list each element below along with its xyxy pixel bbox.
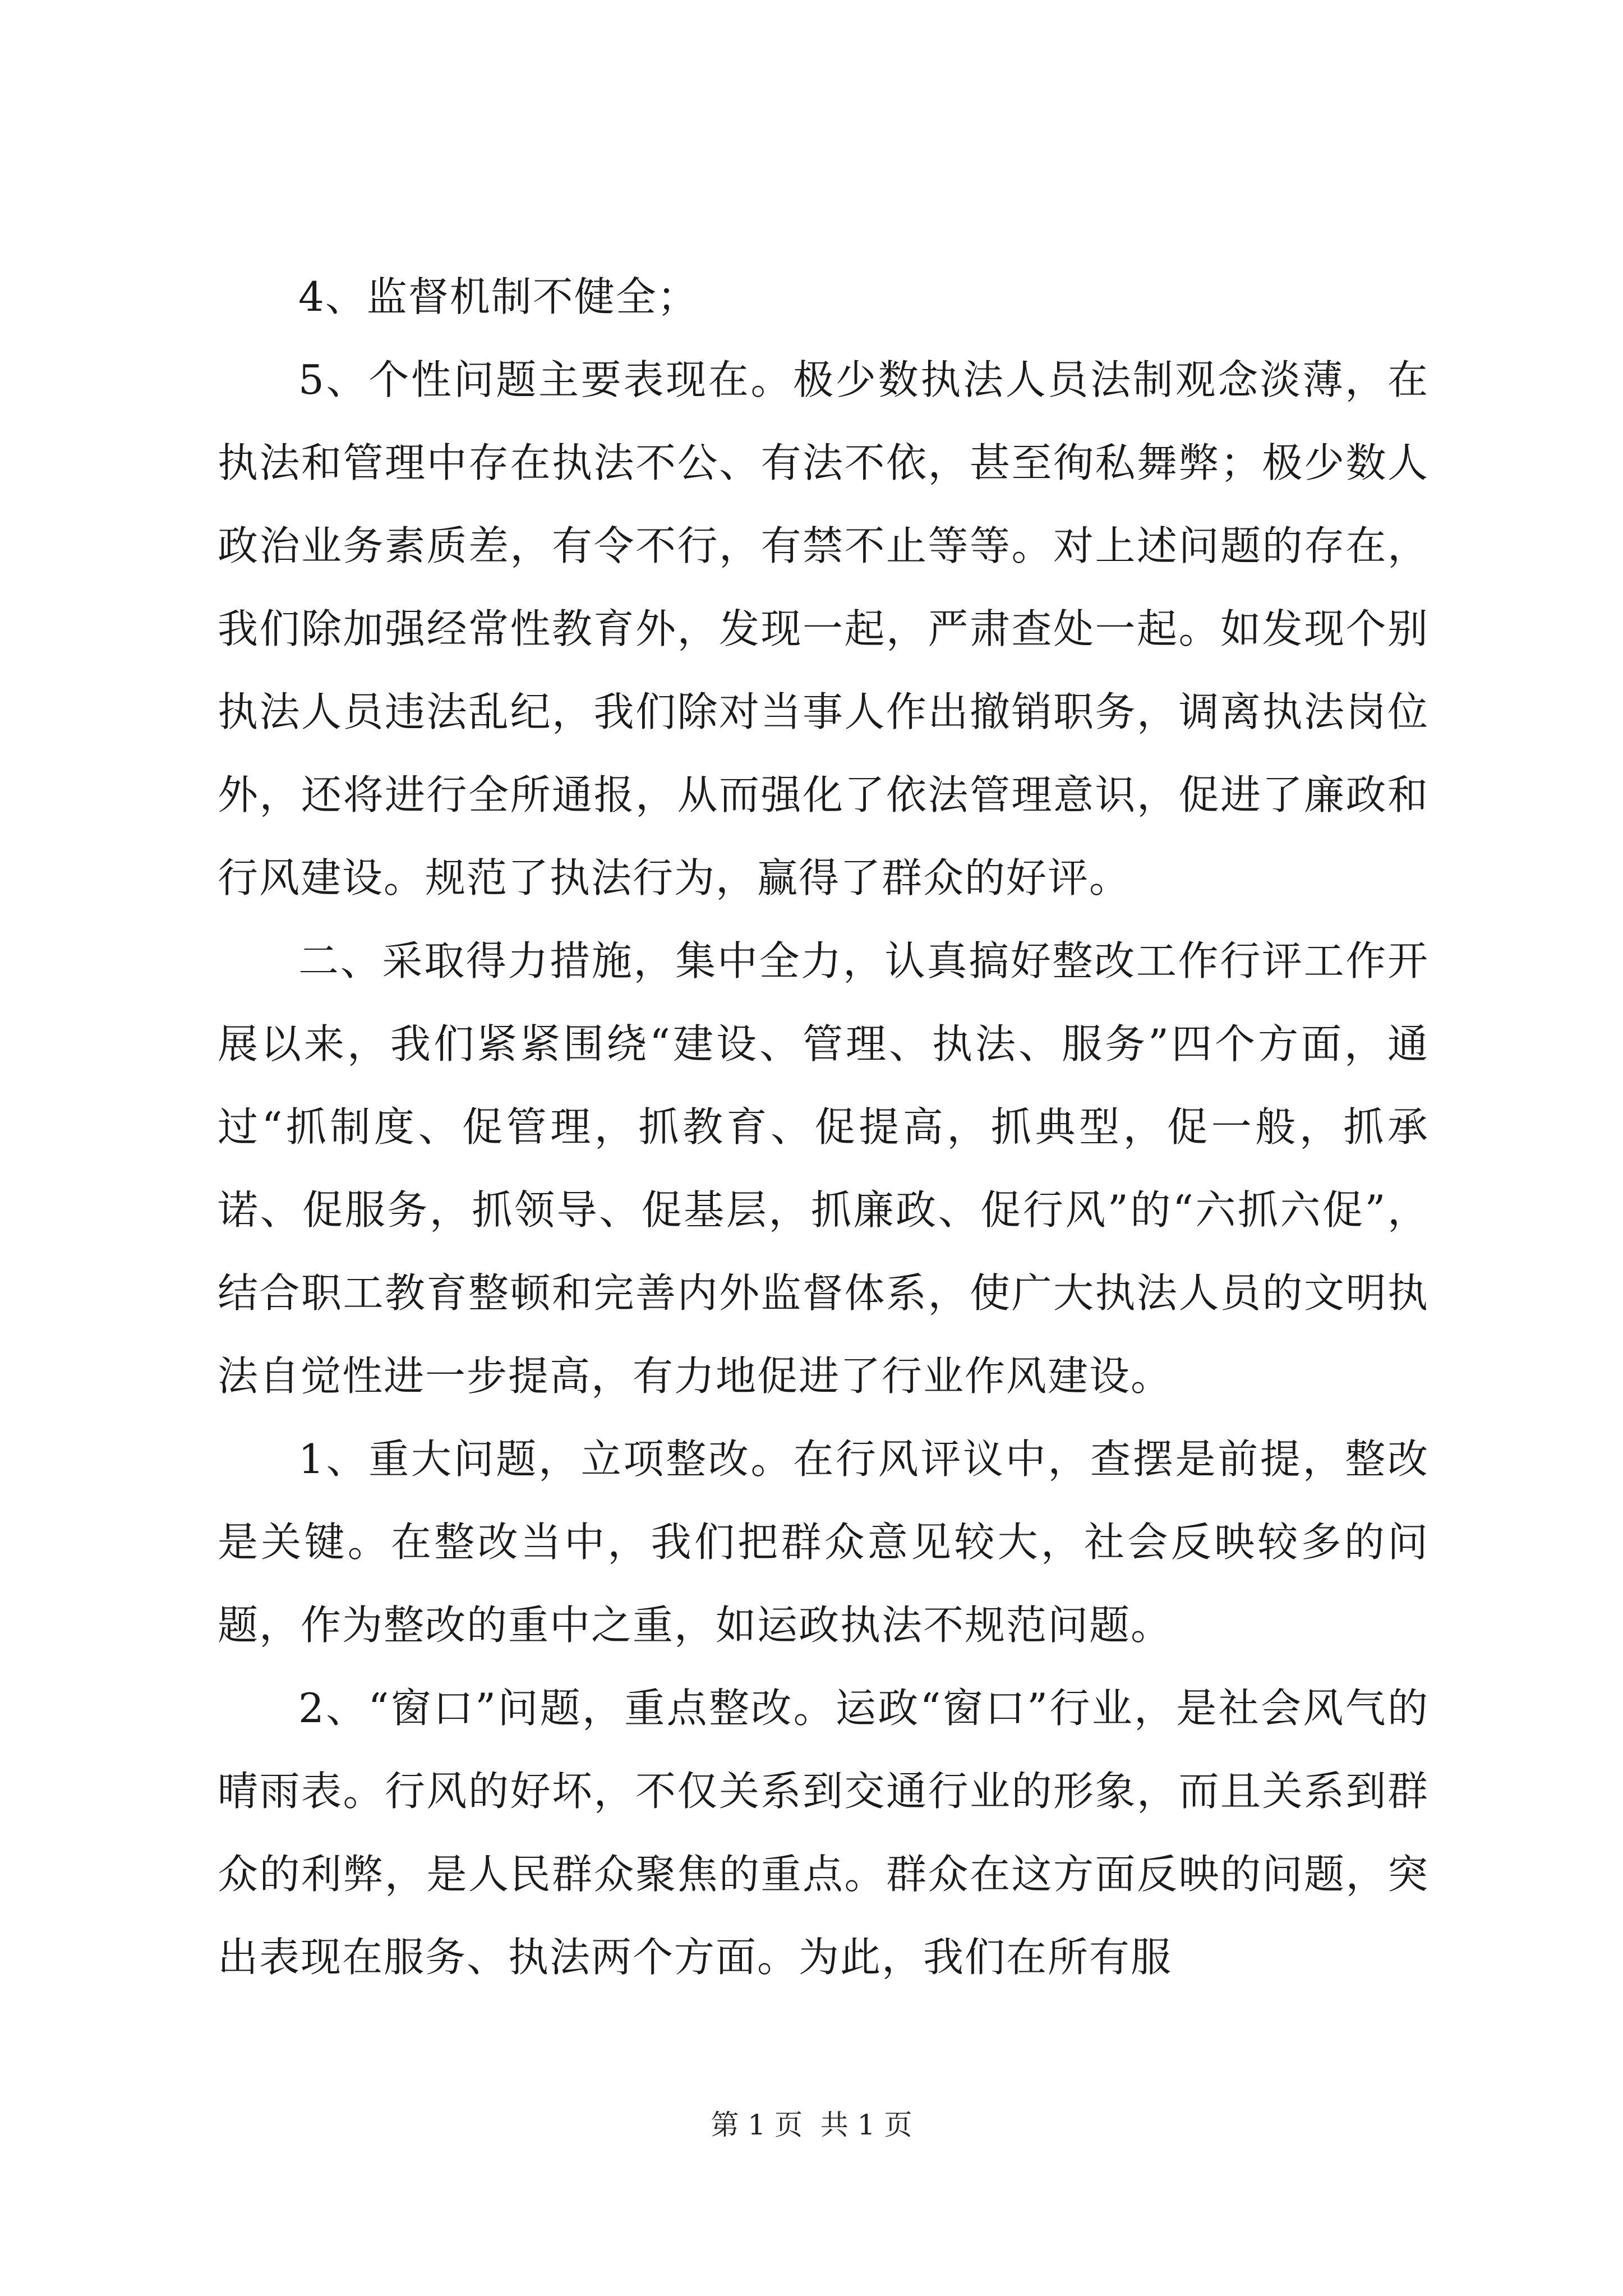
page-footer	[0, 2108, 1623, 2142]
paragraph-supervision: 4、监督机制不健全；	[298, 273, 699, 320]
paragraph-window-issues: 2、“窗口”问题，重点整改。运政“窗口”行业，是社会风气的晴雨表。行风的好坏，不仅关系到交通行业的形象，而且关系到群众的利弊，是人民群众聚焦的重点。群众在这方面反映的问题，突出表现在服务、执法两个方面。为此，我们在所有服	[218, 1685, 1429, 1981]
paragraph-individual-issues: 5、个性问题主要表现在。极少数执法人员法制观念淡薄，在执法和管理中存在执法不公、有法不依，甚至徇私舞弊；极少数人政治业务素质差，有令不行，有禁不止等等。对上述问题的存在，我们除加强经常性教育外，发现一起，严肃查处一起。如发现个别执法人员违法乱纪，我们除对当事人作出撤销职务，调离执法岗位外，还将进行全所通报，从而强化了依法管理意识，促进了廉政和行风建设。规范了执法行为，赢得了群众的好评。	[218, 356, 1429, 901]
page-number: 第 1 页 共 1 页	[711, 2109, 912, 2141]
paragraph-major-issues: 1、重大问题，立项整改。在行风评议中，查摆是前提，整改是关键。在整改当中，我们把群众意见较大，社会反映较多的问题，作为整改的重中之重，如运政执法不规范问题。	[218, 1435, 1429, 1649]
document-body	[218, 255, 1429, 1999]
paragraph-measures: 二、采取得力措施，集中全力，认真搞好整改工作行评工作开展以来，我们紧紧围绕“建设、管理、执法、服务”四个方面，通过“抓制度、促管理，抓教育、促提高，抓典型，促一般，抓承诺、促服务，抓领导、促基层，抓廉政、促行风”的“六抓六促”，结合职工教育整顿和完善内外监督体系，使广大执法人员的文明执法自觉性进一步提高，有力地促进了行业作风建设。	[218, 937, 1429, 1400]
